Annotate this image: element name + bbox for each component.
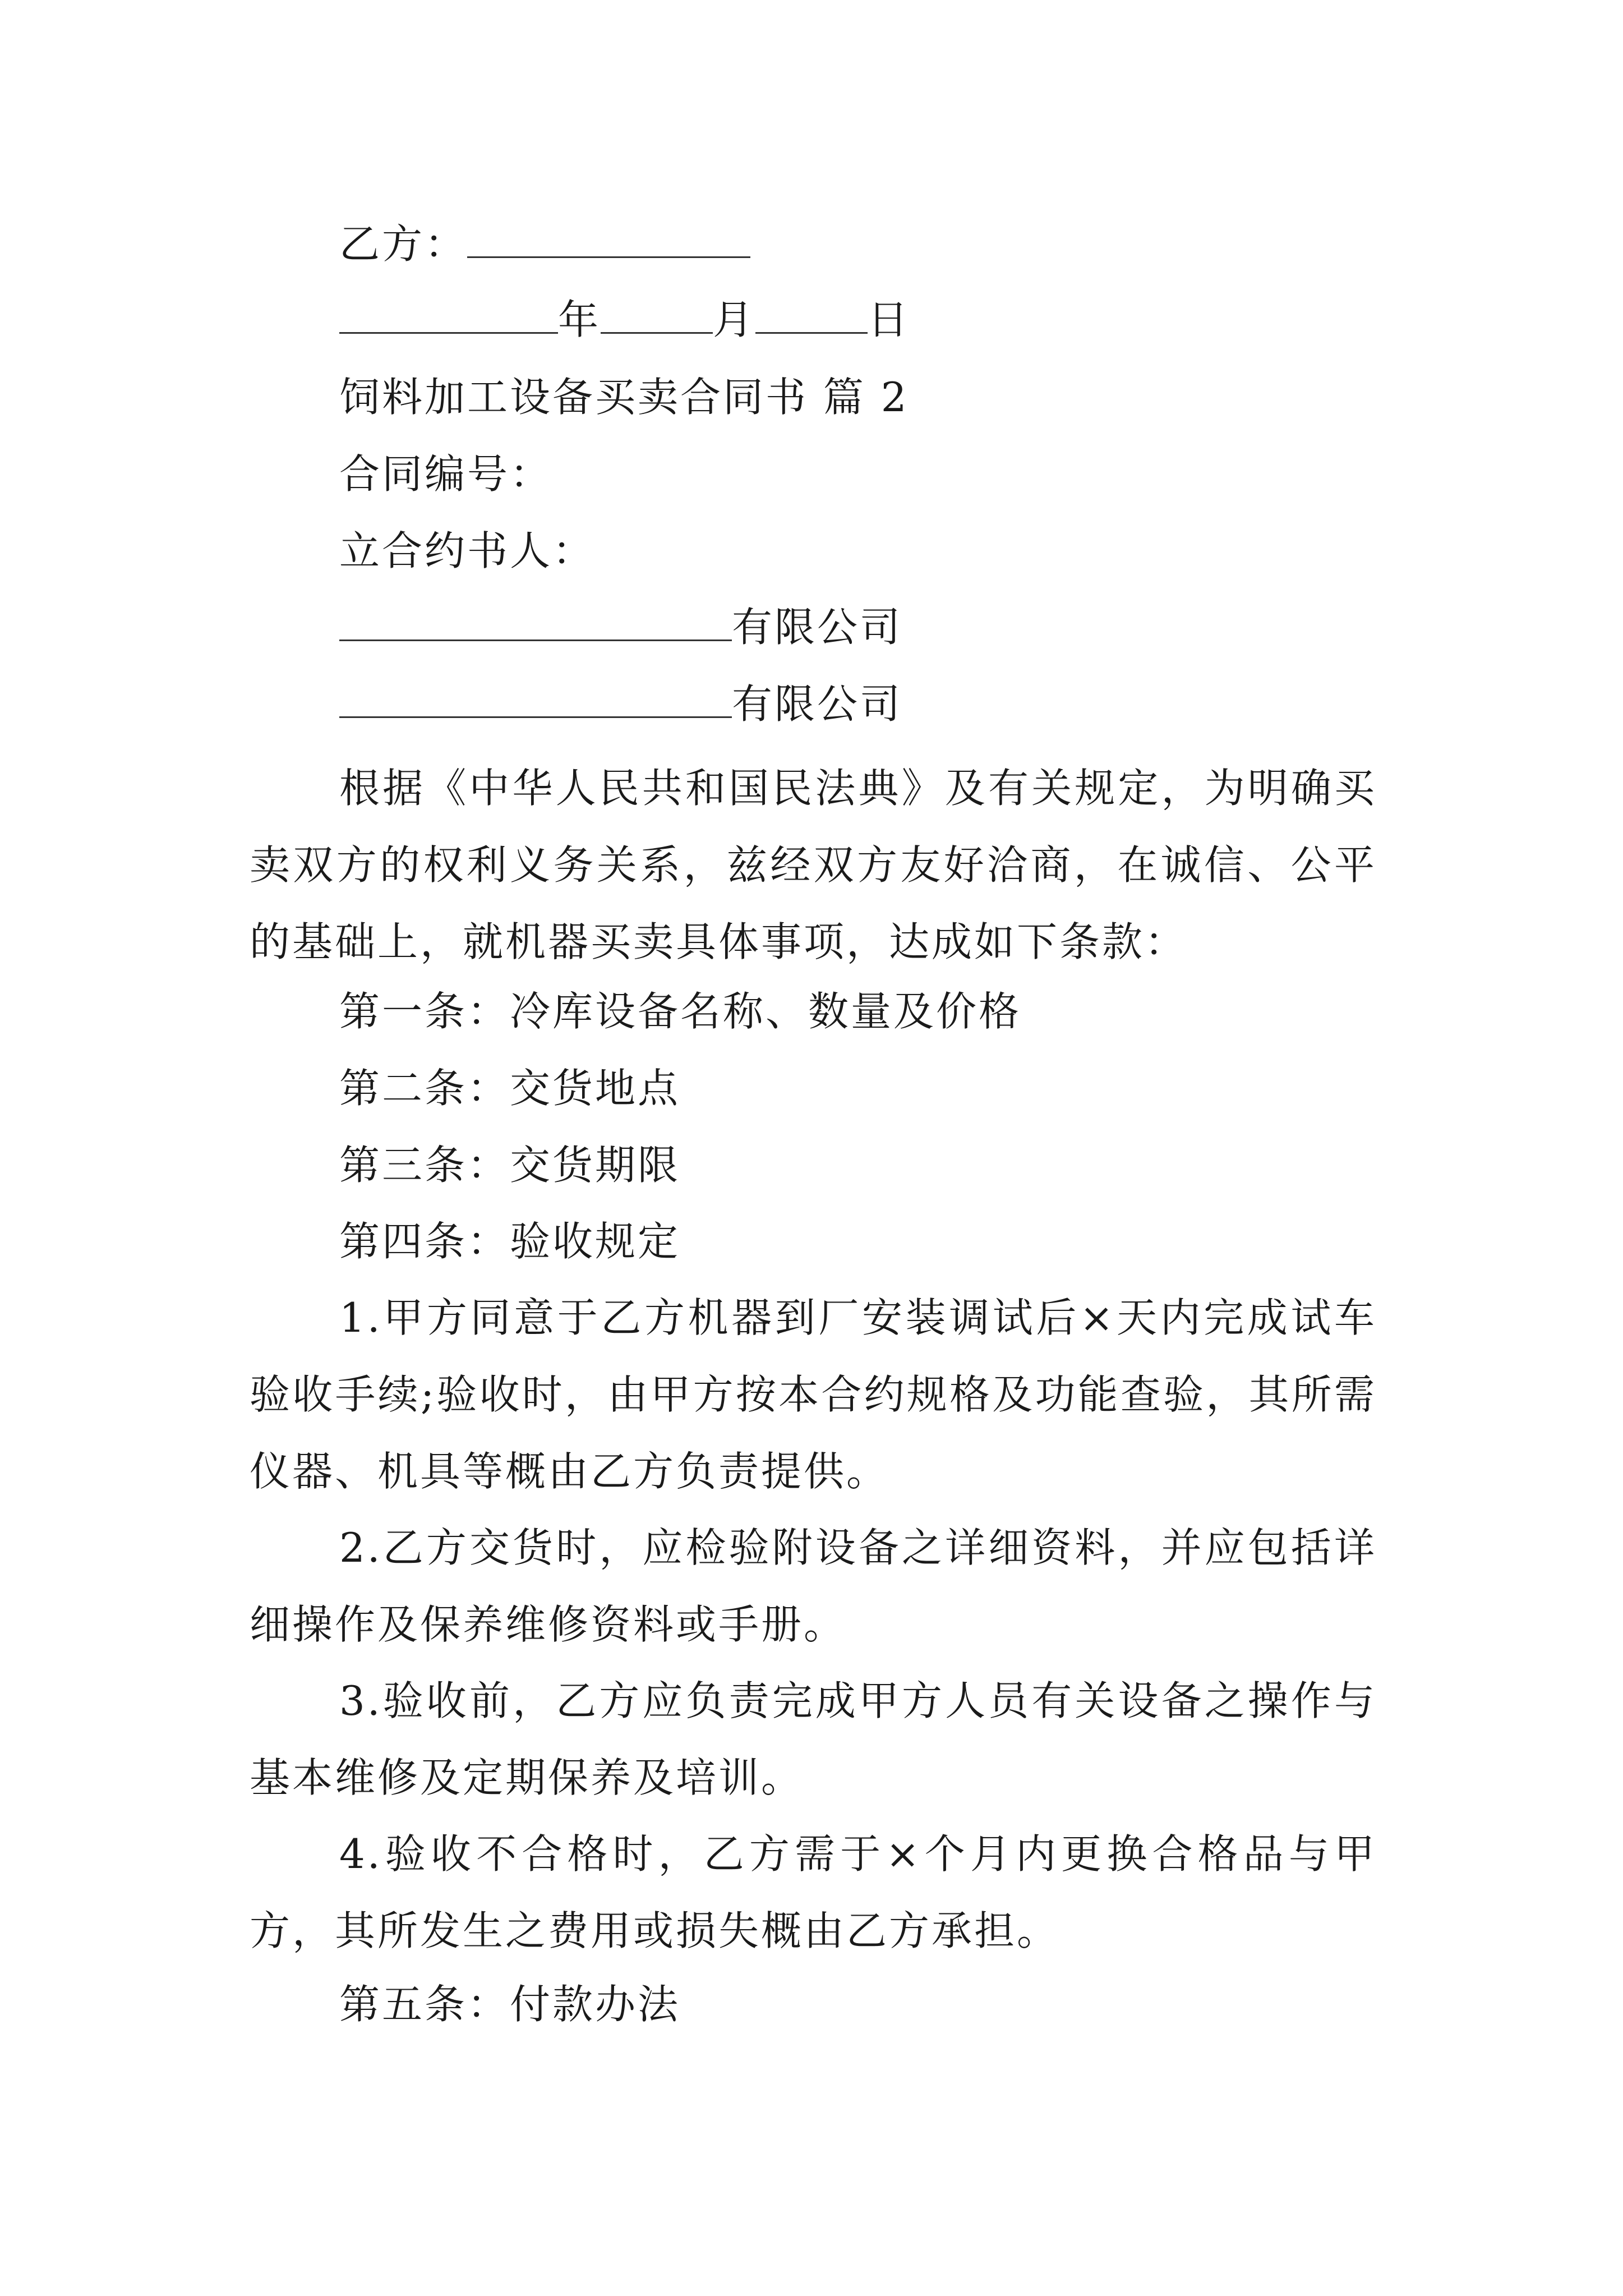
party-b-blank (467, 222, 750, 258)
clause-2: 2.乙方交货时，应检验附设备之详细资料，并应包括详细操作及保养维修资料或手册。 (250, 1524, 1377, 1648)
party-b-label: 乙方： (339, 220, 468, 268)
company-2-blank (339, 682, 732, 718)
date-day-label: 日 (868, 296, 911, 343)
section-title: 饲料加工设备买卖合同书 篇 2 (339, 374, 909, 421)
article-4: 第四条：验收规定 (339, 1218, 681, 1265)
month-blank (601, 297, 713, 334)
article-5: 第五条：付款办法 (339, 1981, 681, 2028)
day-blank (755, 297, 868, 334)
intro-paragraph: 根据《中华人民共和国民法典》及有关规定，为明确买卖双方的权利义务关系，兹经双方友好洽商，在诚信、公平的基础上，就机器买卖具体事项，达成如下条款： (250, 765, 1377, 965)
date-line (339, 295, 1467, 345)
company-1-blank (339, 605, 732, 641)
contract-number-label: 合同编号： (339, 450, 553, 498)
signatories-label: 立合约书人： (339, 527, 596, 574)
clause-1: 1.甲方同意于乙方机器到厂安装调试后×天内完成试车验收手续;验收时，由甲方按本合约规格及功能查验，其所需仪器、机具等概由乙方负责提供。 (250, 1294, 1377, 1495)
company-2-line (339, 679, 1467, 729)
clause-3: 3.验收前，乙方应负责完成甲方人员有关设备之操作与基本维修及定期保养及培训。 (250, 1677, 1377, 1801)
date-month-label: 月 (713, 296, 756, 343)
company-2-suffix: 有限公司 (732, 680, 903, 728)
clause-4: 4.验收不合格时，乙方需于×个月内更换合格品与甲方，其所发生之费用或损失概由乙方承担。 (250, 1830, 1377, 1954)
party-b-line (339, 219, 1467, 269)
date-year-label: 年 (558, 296, 601, 343)
company-1-line (339, 602, 1467, 652)
year-blank (339, 297, 558, 334)
company-1-suffix: 有限公司 (732, 604, 903, 651)
article-2: 第二条：交货地点 (339, 1065, 681, 1112)
article-3: 第三条：交货期限 (339, 1142, 681, 1189)
article-1: 第一条：冷库设备名称、数量及价格 (339, 988, 1022, 1035)
